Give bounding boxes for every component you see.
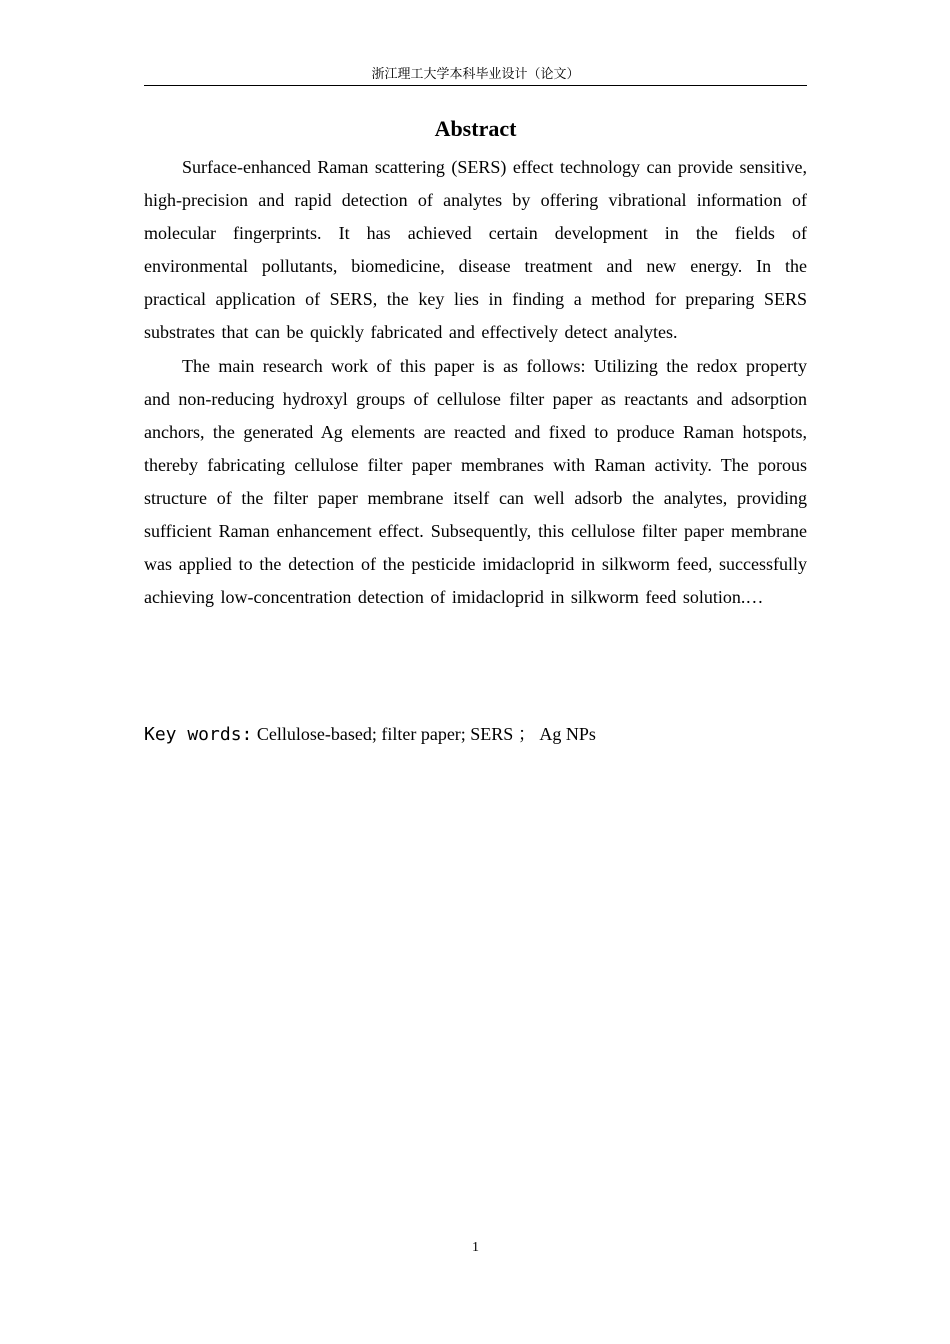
abstract-heading: Abstract <box>434 116 517 141</box>
abstract-paragraph-2: The main research work of this paper is as follows: Utilizing the redox property and non-reducing hydroxyl groups of cellulose filter paper as reactants and adsorption anchors, the generated Ag elements are reacted and fixed to produce Raman hotspots, thereby fabricating cellulose filter paper membranes with Raman activity. The porous structure of the filter paper membrane itself can well adsorb the analytes, providing sufficient Raman enhancement effect. Subsequently, this cellulose filter paper membrane was applied to the detection of the pesticide imidacloprid in silkworm feed, successfully achieving low-concentration detection of imidacloprid in silkworm feed solution.… <box>144 356 807 607</box>
keywords-label: Key words: <box>144 724 253 745</box>
page-number: 1 <box>472 1240 479 1255</box>
keywords-line <box>144 719 807 750</box>
abstract-paragraph-1: Surface-enhanced Raman scattering (SERS) effect technology can provide sensitive, high-precision and rapid detection of analytes by offering vibrational information of molecular fingerprints. It has achieved certain development in the fields of environmental pollutants, biomedicine, disease treatment and new energy. In the practical application of SERS, the key lies in finding a method for preparing SERS substrates that can be quickly fabricated and effectively detect analytes. <box>144 157 807 342</box>
abstract-body <box>144 151 807 614</box>
page-header-title: 浙江理工大学本科毕业设计（论文） <box>371 67 580 82</box>
keywords-value: Cellulose-based; filter paper; SERS ； Ag NPs <box>256 724 596 744</box>
header-divider <box>144 85 807 86</box>
